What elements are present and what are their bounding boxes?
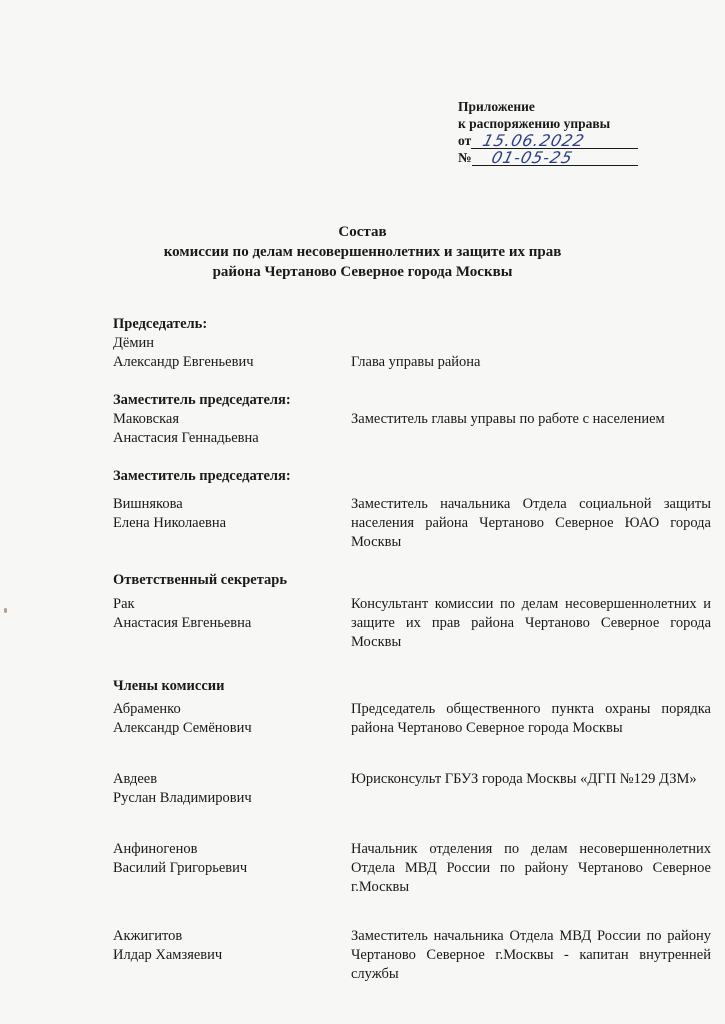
title-line-2: комиссии по делам несовершеннолетних и защите их прав [163, 244, 562, 260]
person-row-chair [113, 334, 711, 372]
appendix-reference: к распоряжению управы [458, 116, 611, 131]
role-heading-secretary: Ответственный секретарь [113, 572, 287, 588]
person-given-names: Александр Евгеньевич [113, 354, 254, 370]
person-given-names: Александр Семёнович [113, 720, 252, 736]
person-position: Глава управы района [351, 354, 481, 370]
person-surname: Анфиногенов [113, 841, 198, 857]
document-title [0, 222, 725, 282]
role-heading-deputy: Заместитель председателя: [113, 468, 291, 484]
person-given-names: Елена Николаевна [113, 515, 227, 531]
member-row [113, 770, 711, 808]
person-surname: Авдеев [113, 771, 158, 787]
person-given-names: Илдар Хамзяевич [113, 947, 223, 963]
date-handwritten: 15.06.2022 [480, 131, 588, 150]
role-heading-chair: Председатель: [113, 316, 208, 332]
date-prefix: от [458, 133, 472, 148]
person-position: Консультант комиссии по делам несовершеннолетних и защите их прав района Чертаново Северное города Москвы [351, 596, 711, 650]
title-line-3: района Чертаново Северное города Москвы [212, 264, 513, 280]
person-position: Председатель общественного пункта охраны порядка района Чертаново Северное города Москвы [351, 701, 711, 736]
number-prefix: № [458, 150, 472, 165]
member-row [113, 840, 711, 897]
date-field [471, 133, 638, 149]
person-given-names: Василий Григорьевич [113, 860, 248, 876]
person-position: Юрисконсульт ГБУЗ города Москвы «ДГП №129 ДЗМ» [351, 771, 697, 787]
person-surname: Абраменко [113, 701, 181, 717]
appendix-block [458, 98, 658, 166]
appendix-date-line [458, 132, 658, 149]
person-row-deputy-1 [113, 410, 711, 448]
person-surname: Дёмин [113, 335, 155, 351]
person-surname: Маковская [113, 411, 180, 427]
title-line-1: Состав [338, 224, 387, 240]
member-row [113, 700, 711, 757]
person-given-names: Анастасия Евгеньевна [113, 615, 252, 631]
role-heading-members: Члены комиссии [113, 678, 225, 694]
person-position: Заместитель начальника Отдела МВД России по району Чертаново Северное г.Москвы - капитан внутренней службы [351, 928, 711, 982]
person-surname: Вишнякова [113, 496, 183, 512]
person-given-names: Руслан Владимирович [113, 790, 252, 806]
appendix-title: Приложение [458, 99, 535, 114]
person-row-secretary [113, 595, 711, 652]
number-field [472, 150, 638, 166]
number-handwritten: 01-05-25 [489, 148, 575, 167]
role-heading-deputy: Заместитель председателя: [113, 392, 291, 408]
commission-composition [113, 315, 711, 984]
person-given-names: Анастасия Геннадьевна [113, 430, 259, 446]
member-row [113, 927, 711, 984]
person-position: Начальник отделения по делам несовершеннолетних Отдела МВД России по району Чертаново Северное г.Москвы [351, 841, 711, 895]
person-position: Заместитель главы управы по работе с населением [351, 411, 665, 427]
person-row-deputy-2 [113, 495, 711, 552]
person-position: Заместитель начальника Отдела социальной защиты населения района Чертаново Северное ЮАО города Москвы [351, 496, 711, 550]
person-surname: Рак [113, 596, 135, 612]
scan-speck [4, 608, 7, 613]
person-surname: Акжигитов [113, 928, 183, 944]
appendix-number-line [458, 149, 658, 166]
